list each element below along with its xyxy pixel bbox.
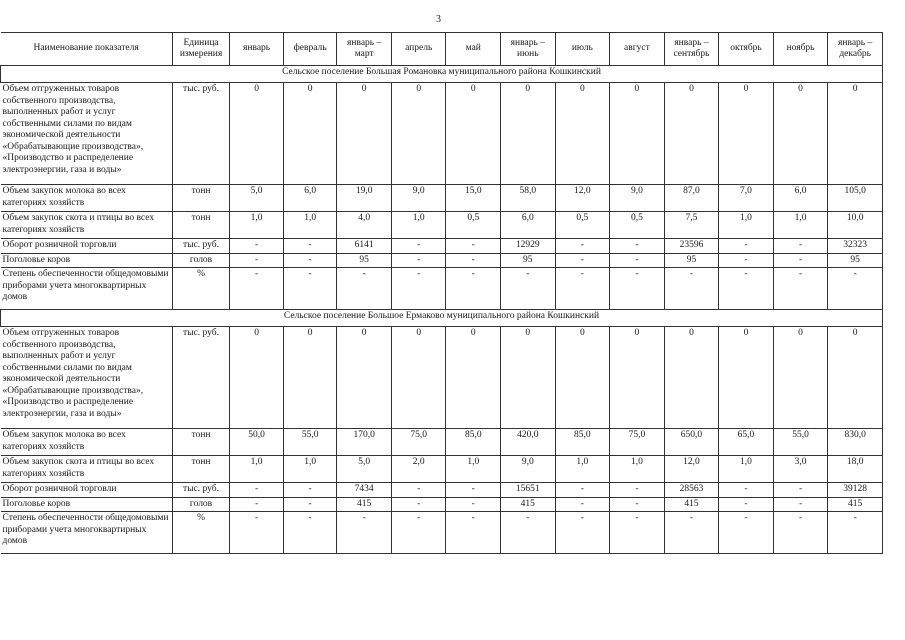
indicator-value: 415 [664,497,719,512]
indicator-value: 55,0 [773,429,828,456]
indicator-value: - [664,268,719,310]
table-row [1,483,883,498]
indicator-value: - [555,512,610,554]
indicator-value: 5,0 [337,456,392,483]
header-period: январь [230,33,284,66]
indicator-value: 7,0 [719,185,774,212]
indicator-value: 19,0 [337,185,392,212]
indicator-value: 0 [446,327,501,429]
section-row [1,66,883,83]
indicator-value: 75,0 [610,429,665,456]
indicator-value: 105,0 [828,185,883,212]
section-title: Сельское поселение Большое Ермаково муниципального района Кошкинский [1,310,883,327]
indicator-value: 1,0 [446,456,501,483]
indicator-value: - [773,239,828,254]
indicator-unit: тонн [172,212,230,239]
header-period: ноябрь [773,33,828,66]
indicator-name: Объем закупок молока во всех категориях хозяйств [1,429,173,456]
indicator-value: 18,0 [828,456,883,483]
indicator-value: - [446,512,501,554]
indicator-name: Оборот розничной торговли [1,483,173,498]
indicator-value: 0 [773,327,828,429]
indicator-value: 55,0 [283,429,337,456]
indicator-value: 1,0 [391,212,446,239]
indicator-value: 0 [230,83,284,185]
table-row [1,185,883,212]
indicator-name: Степень обеспеченности общедомовыми приборами учета многоквартирных домов [1,268,173,310]
indicator-value: - [391,497,446,512]
indicator-value: - [230,268,284,310]
indicator-value: 0 [664,327,719,429]
indicator-unit: тонн [172,429,230,456]
indicator-value: 15,0 [446,185,501,212]
indicator-value: 58,0 [501,185,556,212]
indicator-value: 32323 [828,239,883,254]
indicator-value: 0 [337,327,392,429]
table-row [1,253,883,268]
indicator-value: 0,5 [610,212,665,239]
indicator-value: - [230,483,284,498]
indicator-unit: тыс. руб. [172,483,230,498]
indicator-value: - [773,253,828,268]
indicator-unit: % [172,268,230,310]
header-period: май [446,33,501,66]
indicator-unit: тонн [172,185,230,212]
indicator-value: - [337,512,392,554]
header-period: январь – сентябрь [664,33,719,66]
indicator-value: - [391,239,446,254]
indicator-value: 50,0 [230,429,284,456]
header-unit: Единица измерения [172,33,230,66]
header-period: октябрь [719,33,774,66]
indicator-value: - [391,512,446,554]
indicator-value: 6,0 [773,185,828,212]
indicator-value: - [501,268,556,310]
indicator-value: - [828,512,883,554]
indicator-value: 6,0 [283,185,337,212]
indicator-value: - [230,497,284,512]
header-period: февраль [283,33,337,66]
indicator-value: 28563 [664,483,719,498]
indicator-value: 87,0 [664,185,719,212]
indicator-value: 1,0 [230,456,284,483]
indicator-value: - [610,253,665,268]
section-row [1,310,883,327]
indicator-value: 0 [446,83,501,185]
indicator-value: 9,0 [501,456,556,483]
indicator-value: 12,0 [555,185,610,212]
header-period: январь – декабрь [828,33,883,66]
indicator-value: 0,5 [446,212,501,239]
indicator-name: Объем закупок скота и птицы во всех категориях хозяйств [1,212,173,239]
indicator-value: - [446,239,501,254]
indicator-value: 7,5 [664,212,719,239]
indicator-value: 85,0 [446,429,501,456]
indicator-value: - [446,483,501,498]
header-name: Наименование показателя [1,33,173,66]
indicator-name: Оборот розничной торговли [1,239,173,254]
indicator-value: 0 [391,327,446,429]
indicator-value: - [610,268,665,310]
table-row [1,429,883,456]
indicator-unit: тыс. руб. [172,327,230,429]
indicator-value: 12929 [501,239,556,254]
header-period: август [610,33,665,66]
table-row [1,512,883,554]
indicator-value: - [719,497,774,512]
indicator-value: - [664,512,719,554]
indicator-value: - [773,497,828,512]
table-row [1,212,883,239]
indicator-value: - [283,483,337,498]
indicator-value: 0,5 [555,212,610,239]
indicator-value: - [446,497,501,512]
header-period: январь – март [337,33,392,66]
indicator-value: - [773,483,828,498]
indicator-value: 0 [610,327,665,429]
indicator-value: 7434 [337,483,392,498]
table-row [1,268,883,310]
indicator-unit: тонн [172,456,230,483]
section-title: Сельское поселение Большая Романовка муниципального района Кошкинский [1,66,883,83]
indicator-value: - [610,483,665,498]
indicator-value: 1,0 [555,456,610,483]
indicator-name: Объем закупок молока во всех категориях хозяйств [1,185,173,212]
indicator-value: - [610,512,665,554]
indicator-name: Объем закупок скота и птицы во всех категориях хозяйств [1,456,173,483]
indicator-value: - [719,483,774,498]
indicator-value: 0 [828,327,883,429]
indicator-unit: голов [172,253,230,268]
page-number: 3 [436,14,441,25]
indicator-unit: голов [172,497,230,512]
indicator-value: - [555,483,610,498]
indicator-value: 95 [664,253,719,268]
indicator-value: - [283,253,337,268]
indicator-value: - [391,253,446,268]
indicator-value: 3,0 [773,456,828,483]
indicator-value: 5,0 [230,185,284,212]
header-period: июль [555,33,610,66]
indicator-value: - [283,497,337,512]
indicator-value: 1,0 [610,456,665,483]
indicator-unit: тыс. руб. [172,83,230,185]
indicator-value: - [230,253,284,268]
table-row [1,83,883,185]
indicator-value: 0 [555,83,610,185]
indicator-value: 415 [501,497,556,512]
indicator-value: 1,0 [773,212,828,239]
indicator-value: - [828,268,883,310]
indicator-value: 830,0 [828,429,883,456]
indicator-value: 6141 [337,239,392,254]
indicator-value: 420,0 [501,429,556,456]
indicator-value: 415 [828,497,883,512]
indicator-value: - [719,253,774,268]
indicator-name: Объем отгруженных товаров собственного производства, выполненных работ и услуг собственными силами по видам экономической деятельности «Обрабатывающие производства», «Производство и распределение электроэнергии, газа и воды» [1,327,173,429]
indicator-value: 10,0 [828,212,883,239]
indicator-value: - [230,512,284,554]
indicator-value: - [283,512,337,554]
indicator-value: 0 [555,327,610,429]
indicator-name: Степень обеспеченности общедомовыми приборами учета многоквартирных домов [1,512,173,554]
header-period: апрель [391,33,446,66]
indicator-value: - [719,239,774,254]
indicator-value: - [555,253,610,268]
indicator-value: 23596 [664,239,719,254]
indicator-value: 2,0 [391,456,446,483]
indicator-value: 95 [501,253,556,268]
indicator-value: 39128 [828,483,883,498]
indicator-value: - [610,239,665,254]
indicator-value: 0 [610,83,665,185]
indicator-value: 0 [664,83,719,185]
indicator-value: 12,0 [664,456,719,483]
indicator-value: - [719,512,774,554]
indicator-value: - [555,268,610,310]
indicator-value: - [446,253,501,268]
indicator-value: 0 [828,83,883,185]
indicator-value: 0 [230,327,284,429]
indicator-value: - [773,512,828,554]
indicator-value: 0 [773,83,828,185]
indicator-value: - [719,268,774,310]
indicator-value: - [230,239,284,254]
indicator-value: 95 [337,253,392,268]
indicator-name: Поголовье коров [1,497,173,512]
indicator-value: - [391,268,446,310]
indicator-value: - [555,497,610,512]
indicator-value: 1,0 [719,456,774,483]
indicator-value: 65,0 [719,429,774,456]
indicator-value: 0 [283,327,337,429]
indicator-value: 1,0 [719,212,774,239]
indicator-value: 0 [391,83,446,185]
header-period: январь – июнь [501,33,556,66]
indicator-value: 170,0 [337,429,392,456]
indicator-value: - [337,268,392,310]
indicators-table [0,32,883,554]
indicator-name: Поголовье коров [1,253,173,268]
table-row [1,456,883,483]
indicator-value: 0 [337,83,392,185]
indicator-value: 1,0 [283,212,337,239]
indicator-value: 9,0 [610,185,665,212]
indicator-value: 95 [828,253,883,268]
indicator-value: 0 [501,83,556,185]
indicator-value: 6,0 [501,212,556,239]
indicator-value: - [610,497,665,512]
table-row [1,327,883,429]
indicator-unit: % [172,512,230,554]
indicator-value: - [773,268,828,310]
indicator-value: 9,0 [391,185,446,212]
indicator-value: 85,0 [555,429,610,456]
indicator-value: - [501,512,556,554]
table-row [1,497,883,512]
indicator-value: - [446,268,501,310]
table-row [1,239,883,254]
indicator-value: 0 [719,327,774,429]
indicator-value: 1,0 [283,456,337,483]
indicator-unit: тыс. руб. [172,239,230,254]
indicator-value: 75,0 [391,429,446,456]
indicator-value: - [391,483,446,498]
indicator-value: 0 [283,83,337,185]
indicator-value: 0 [501,327,556,429]
indicator-value: 415 [337,497,392,512]
indicator-value: 0 [719,83,774,185]
indicator-value: - [283,268,337,310]
indicator-value: 4,0 [337,212,392,239]
indicator-value: 1,0 [230,212,284,239]
indicator-name: Объем отгруженных товаров собственного производства, выполненных работ и услуг собственными силами по видам экономической деятельности «Обрабатывающие производства», «Производство и распределение электроэнергии, газа и воды» [1,83,173,185]
indicator-value: - [555,239,610,254]
indicator-value: 650,0 [664,429,719,456]
indicator-value: - [283,239,337,254]
header-row [1,33,883,66]
indicator-value: 15651 [501,483,556,498]
